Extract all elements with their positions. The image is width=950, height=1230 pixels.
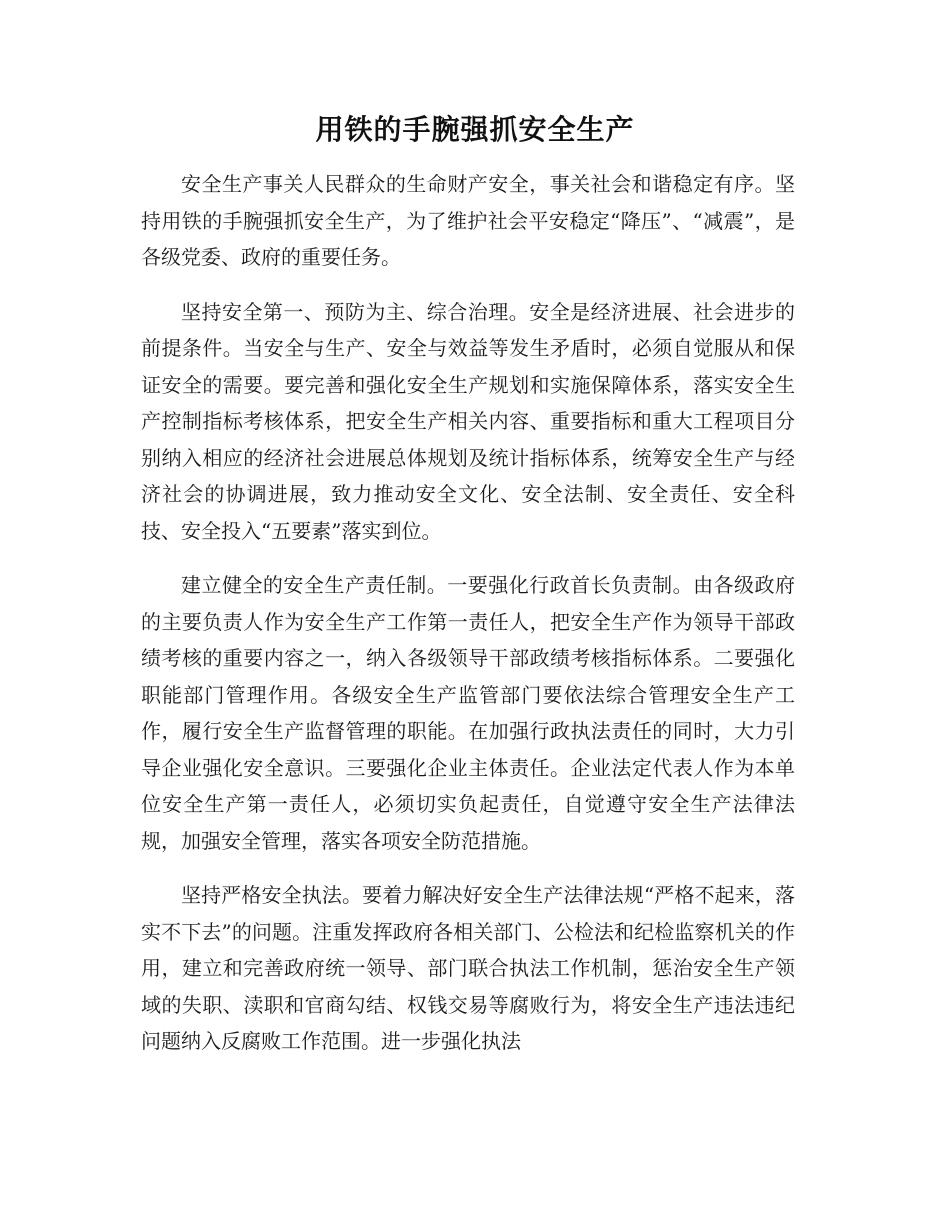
document-title: 用铁的手腕强抓安全生产 — [315, 113, 635, 146]
paragraph-2: 坚持安全第一、预防为主、综合治理。安全是经济进展、社会进步的前提条件。当安全与生产、安全与效益等发生矛盾时，必须自觉服从和保证安全的需要。要完善和强化安全生产规划和实施保障体系，落实安全生产控制指标考核体系，把安全生产相关内容、重要指标和重大工程项目分别纳入相应的经济社会进展总体规划及统计指标体系，统筹安全生产与经济社会的协调进展，致力推动安全文化、安全法制、安全责任、安全科技、安全投入“五要素”落实到位。 — [141, 299, 795, 543]
paragraph-4: 坚持严格安全执法。要着力解决好安全生产法律法规“严格不起来，落实不下去”的问题。注重发挥政府各相关部门、公检法和纪检监察机关的作用，建立和完善政府统一领导、部门联合执法工作机制，惩治安全生产领域的失职、渎职和官商勾结、权钱交易等腐败行为，将安全生产违法违纪问题纳入反腐败工作范围。进一步强化执法 — [141, 883, 795, 1053]
document-body — [141, 166, 795, 1078]
paragraph-1: 安全生产事关人民群众的生命财产安全，事关社会和谐稳定有序。坚持用铁的手腕强抓安全生产，为了维护社会平安稳定“降压”、“减震”，是各级党委、政府的重要任务。 — [141, 172, 795, 269]
paragraph-3: 建立健全的安全生产责任制。一要强化行政首长负责制。由各级政府的主要负责人作为安全生产工作第一责任人，把安全生产作为领导干部政绩考核的重要内容之一，纳入各级领导干部政绩考核指标体系。二要强化职能部门管理作用。各级安全生产监管部门要依法综合管理安全生产工作，履行安全生产监督管理的职能。在加强行政执法责任的同时，大力引导企业强化安全意识。三要强化企业主体责任。企业法定代表人作为本单位安全生产第一责任人，必须切实负起责任，自觉遵守安全生产法律法规，加强安全管理，落实各项安全防范措施。 — [141, 573, 795, 853]
